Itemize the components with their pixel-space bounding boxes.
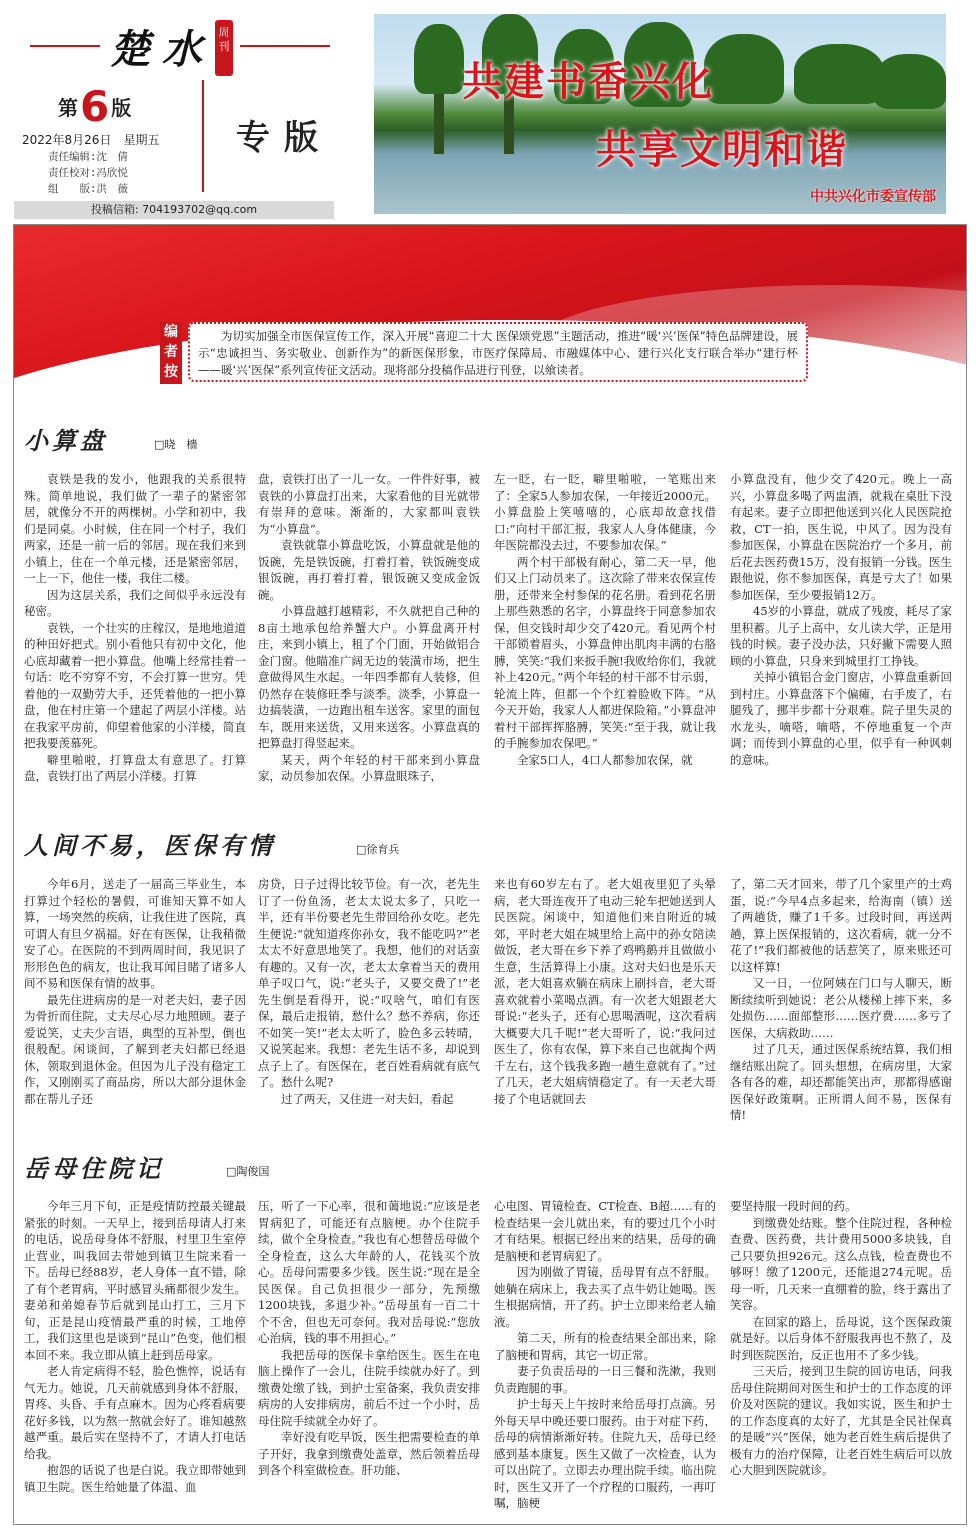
- paragraph: 今年6月，送走了一届高三毕业生，本打算过个轻松的暑假，可谁知天算不如人算，一场突然的疾病，让我住进了医院，真可谓人有旦夕祸福。好在有医保，让我稍微安了心。在医院的不到两周时间，我见识了形形色色的病友，也让我耳闻目睹了诸多人间不易和医保有情的故事。: [24, 877, 246, 990]
- paragraph: 因为这层关系，我们之间似乎永远没有秘密。: [24, 587, 246, 618]
- editor-note-text: 为切实加强全市医保宣传工作，深入开展“喜迎二十大 医保颂党恩”主题活动，推进“暖‘兴’医保”特色品牌建设，展示“忠诚担当、务实敬业、创新作为”的新医保形象，市医疗保障局、市融媒体中心、建行兴化支行联合举办“建行杯——暖‘兴’医保”系列宣传征文活动。现将部分投稿作品进行刊登，以飨读者。: [188, 322, 808, 382]
- article-column: [494, 876, 716, 1107]
- masthead: [0, 0, 980, 228]
- editor-note-tag: 编者按: [160, 322, 182, 384]
- article-column: [24, 1198, 246, 1495]
- edition-label: [58, 82, 131, 131]
- paragraph: 过了几天，通过医保系统结算，我们相继结账出院了。回头想想，在病房里，大家各有各的难，却还都能笑出声，那都得感谢医保好政策啊。正所谓人间不易，医保有情!: [730, 1042, 952, 1122]
- banner-organization: 中共兴化市委宣传部: [810, 189, 936, 205]
- paragraph: 抱怨的话说了也是白说。我立即带她到镇卫生院。医生给她量了体温、血: [24, 1463, 246, 1494]
- paragraph: 护士每天上午按时来给岳母打点滴。另外每天早中晚还要口服药。由于对症下药，岳母的病情渐渐好转。住院九天，岳母已经感到基本康复。医生又做了一次检查，认为可以出院了。立即去办理出院手续。临出院时，医生又开了一个疗程的口服药，一再叮嘱，脑梗: [494, 1397, 716, 1510]
- newspaper-logo: 楚水: [110, 26, 214, 73]
- masthead-divider: [202, 80, 204, 192]
- paragraph: 要坚持服一段时间的药。: [730, 1199, 857, 1213]
- article-column: [24, 876, 246, 1107]
- paragraph: 噼里啪啦，打算盘太有意思了。打算盘，袁铁打出了两层小洋楼。打算: [24, 752, 246, 783]
- article-column: [730, 1198, 952, 1479]
- banner-tree-crown: [704, 34, 784, 104]
- paragraph: 妻子负责岳母的一日三餐和洗漱，我则负责跑腿的事。: [494, 1364, 716, 1395]
- paragraph: 第二天，所有的检查结果全部出来，除了脑梗和胃病，其它一切正常。: [494, 1331, 716, 1362]
- submission-email: 投稿信箱: 704193702@qq.com: [14, 201, 334, 219]
- paragraph: 幸好没有吃早饭，医生把需要检查的单子开好，我拿到缴费处盖章，然后领着岳母到各个科室做检查。肝功能、: [258, 1430, 480, 1477]
- banner-slogan-1: 共建书香兴化: [462, 59, 714, 105]
- paragraph: 心电图、胃镜检查、CT检查、B超……有的检查结果一会儿就出来，有的要过几个小时才有结果。根据已经出来的结果，岳母的确是脑梗和老胃病犯了。: [494, 1199, 716, 1263]
- article-column: [258, 876, 480, 1107]
- paragraph: 压，听了一下心率，很和蔼地说:“应该是老胃病犯了，可能还有点脑梗。办个住院手续，做个全身检查。”我也有心想替岳母做个全身检查，这么大年龄的人，花钱买个放心。岳母问需要多少钱。医生说:“现在是全民医保。自己负担很少一部分，先预缴1200块钱，多退少补。”岳母虽有一百二十个不舍，但也无可奈何。我对岳母说:“您放心治病，钱的事不用担心。”: [258, 1199, 480, 1345]
- staff-layout: 组 版:洪 薇: [48, 183, 128, 195]
- paragraph: 今年三月下旬，正是疫情防控最关键最紧张的时刻。一天早上，接到岳母请人打来的电话，说岳母身体不舒服，村里卫生室停止营业，叫我回去带她到镇卫生院来看一下。岳母已经88岁，老人身体一直不错，除了有个老胃病，平时感冒头痛都很少发生。妻弟和弟媳春节后就到昆山打工，三月下旬，正是昆山疫情最严重的时候，工地停工，我们这里也是谈到“昆山”色变，他们根本回不来。我立即从镇上赶到岳母家。: [24, 1199, 246, 1362]
- article-title: 岳母住院记: [24, 1155, 164, 1183]
- logo-rule-right: [240, 45, 330, 47]
- article-column: [730, 471, 952, 768]
- staff-proofreader: 责任校对:冯欣悦: [48, 167, 128, 179]
- paragraph: 某天，两个年轻的村干部来到小算盘家，动员参加农保。小算盘眼珠子，: [258, 752, 480, 783]
- article-column: [258, 471, 480, 785]
- article-column: [24, 471, 246, 785]
- banner-slogan-2: 共享文明和谐: [596, 127, 848, 173]
- paragraph: 因为刚做了胃镜，岳母胃有点不舒服。她躺在病床上，我去买了点牛奶让她喝。医生根据病情，开了药。护士立即来给老人输液。: [494, 1265, 716, 1329]
- weekly-seal: 周刊: [215, 20, 233, 76]
- edition-prefix: 第: [58, 96, 78, 120]
- paragraph: 小算盘没有，他少交了420元。晚上一高兴，小算盘多喝了两盅酒，就栽在桌肚下没有起来。妻子立即把他送到兴化人民医院抢救，CT一拍，医生说，中风了。因为没有参加医保，小算盘在医院治疗一个多月，前后花去医药费15万，没有报销一分钱。医生跟他说，你不参加医保，真是亏大了！如果参加医保，至少要报销12万。: [730, 472, 952, 602]
- article-column: [258, 1198, 480, 1479]
- article-byline: □陶俊国: [226, 1165, 270, 1178]
- banner-tree-crown: [794, 44, 884, 104]
- paragraph: 又一日，一位阿姨在门口与人聊天，断断续续听到她说：老公从楼梯上摔下来，多处损伤……面部整形……医疗费……多亏了医保，大病救助……: [730, 976, 952, 1040]
- banner-tree-crown: [874, 54, 946, 109]
- culture-banner: [374, 14, 946, 214]
- article-title: 人间不易，医保有情: [24, 832, 276, 860]
- section-title: 专版: [236, 118, 332, 158]
- paragraph: 房贷，日子过得比较节俭。有一次，老先生订了一份鱼汤，老太太说太多了，只吃一半，还有半份要老先生带回给孙女吃。老先生便说:“就知道疼你孙女，我不能吃吗?”老太太不好意思地笑了。我想，他们的对话蛮有趣的。又有一次，老太太拿着当天的费用单子叹口气，说:“老头子，又要交费了!”老先生倒是看得开，说:“叹啥气，咱们有医保，最后走报销，愁什么？愁不养病，你还不如笑一笑!”老太太听了，脸色多云转晴，又说笑起来。我想：老先生话不多，却说到点子上了。有医保在，老百姓看病就有底气了。愁什么呢?: [258, 877, 480, 1089]
- paragraph: 45岁的小算盘，就成了残废，耗尽了家里积蓄。儿子上高中，女儿读大学，正是用钱的时候。妻子没办法，只好撇下需要人照顾的小算盘，只身来到城里打工挣钱。: [730, 604, 952, 668]
- article-column: [730, 876, 952, 1124]
- issue-date: 2022年8月26日 星期五: [22, 133, 160, 147]
- article-column: [494, 1198, 716, 1512]
- paragraph: 左一眨，右一眨，噼里啪啦，一笔账出来了：全家5人参加农保，一年接近2000元。小算盘脸上笑嘻嘻的，心底却故意找借口:“向村干部汇报，我家人人身体健康，今年医院都没去过，不要参加农保。”: [494, 472, 716, 552]
- edition-number: 6: [80, 82, 110, 131]
- paragraph: 老人肯定病得不轻，脸色憔悴，说话有气无力。她说，几天前就感到身体不舒服，胃疼、头昏、手有点麻木。因为心疼看病要花好多钱，以为熬一熬就会好了。谁知越熬越严重。最后实在坚持不了，才请人打电话给我。: [24, 1364, 246, 1461]
- paragraph: 到缴费处结账。整个住院过程，各种检查费、医药费，共计费用5000多块钱，自己只要负担926元。这么点钱，检查费也不够呀！缴了1200元，还能退274元呢。岳母一听，几天来一直绷着的脸，终于露出了笑容。: [730, 1215, 952, 1312]
- paragraph: 两个村干部极有耐心，第二天一早，他们又上门动员来了。这次除了带来农保宣传册，还带来全村参保的花名册。看到花名册上那些熟悉的名字，小算盘终于同意参加农保，但交钱时却少交了420元。看见两个村干部锁着眉头，小算盘伸出肌肉丰满的右胳膊，笑笑:“我们来扳手腕!我败给你们，我就补上420元。”两个年轻的村干部不甘示弱，轮流上阵，但都一个个红着脸败下阵。“从今天开始，我家人人都进保险箱。”小算盘冲着村干部挥挥胳膊，笑笑:“至于我，就让我的手腕参加农保吧。”: [494, 554, 716, 750]
- paragraph: 袁铁是我的发小，他跟我的关系很特殊。简单地说，我们做了一辈子的紧密邻居，就像分不开的两棵树。小学和初中，我们是同桌。小时候，住在同一个村子，我们两家，还是一前一后的邻居。现在我们来到小镇上，住在一个单元楼，还是紧密邻居，一上一下，他住一楼，我住二楼。: [24, 472, 246, 585]
- paragraph: 我把岳母的医保卡拿给医生。医生在电脑上操作了一会儿，住院手续就办好了。到缴费处缴了钱，到护士室备案，我负责安排病房的人安排病房，前后不过一个小时，岳母住院手续就全办好了。: [258, 1347, 480, 1428]
- paragraph: 三天后，接到卫生院的回访电话，问我岳母住院期间对医生和护士的工作态度的评价及对医院的建议。我如实说，医生和护士的工作态度真的太好了，尤其是全民社保真的是暖“兴”医保，她为老百姓生病后提供了极有力的治疗保障，让老百姓生病后可以放心大胆到医院就诊。: [730, 1364, 952, 1477]
- article-byline: □徐育兵: [356, 843, 400, 856]
- article-byline: □晓 檣: [154, 438, 198, 451]
- edition-suffix: 版: [111, 96, 132, 120]
- paragraph: 小算盘越打越精彩，不久就把自己种的8亩土地承包给养蟹大户。小算盘离开村庄，来到小镇上，租了个门面，开始做铝合金门窗。他瞄准广阔无边的装潢市场，把生意做得风生水起。一年四季都有人装修，但仍然存在装修旺季与淡季。淡季，小算盘一边搞装潢，一边跑出租车送客。家里的面包车，既用来送货，又用来送客。小算盘真的把算盘打得竖起来。: [258, 604, 480, 750]
- paragraph: 过了两天，又住进一对夫妇，看起: [281, 1091, 454, 1106]
- paragraph: 全家5口人，4口人都参加农保，就: [517, 752, 693, 767]
- editor-note: [160, 322, 810, 388]
- banner-tree-crown: [414, 24, 464, 94]
- paragraph: 盘，袁铁打出了一儿一女。一件件好事，被袁铁的小算盘打出来，大家看他的目光就带有崇拜的意味。渐渐的，大家都叫袁铁为“小算盘”。: [258, 472, 480, 536]
- article-column: [494, 471, 716, 768]
- paragraph: 最先住进病房的是一对老夫妇，妻子因为骨折而住院，丈夫尽心尽力地照顾。妻子爱说笑，丈夫少言语，典型的互补型，倒也很般配。闲谈间，了解到老夫妇都已经退休，领取到退休金。但因为儿子没有稳定工作，又刚刚买了商品房，所以大部分退休金都在帮儿子还: [24, 992, 246, 1106]
- staff-editor: 责任编辑:沈 倩: [48, 151, 128, 163]
- logo-rule-left: [30, 45, 100, 47]
- paragraph: 在回家的路上，岳母说，这个医保政策就是好。以后身体不舒服我再也不熬了，及时到医院医治，反正也用不了多少钱。: [730, 1314, 952, 1362]
- paragraph: 来也有60岁左右了。老大姐夜里犯了头晕病，老大哥连夜开了电动三轮车把她送到人民医院。闲谈中，知道他们来自附近的城郊，平时老大姐在城里给上高中的孙女陪读做饭，老大哥在乡下养了鸡鸭鹅并且做做小生意，生活算得上小康。这对夫妇也是乐天派，老大姐喜欢躺在病床上刷抖音，老大哥喜欢就着小菜喝点酒。有一次老大姐跟老大哥说:“老头子，还有心思喝酒呢，这次看病大概要大几千呢!”老大哥听了，说:“我问过医生了，你有农保，算下来自己也就掏个两千左右，这个钱我多跑一趟生意就有了。”过了几天，老大姐病情稳定了。有一天老大哥接了个电话就回去: [494, 877, 716, 1106]
- paragraph: 袁铁，一个壮实的庄稼汉，是地地道道的种田好把式。别小看他只有初中文化，他心底却藏着一把小算盘。他嘴上经常挂着一句话：吃不穷穿不穷，不会打算一世穷。凭着他的一双勤劳大手，还凭着他的一把小算盘，他在村庄第一个建起了两层小洋楼。站在我家平房前，仰望着他家的小洋楼，简直把我要羡慕死。: [24, 620, 246, 750]
- article-title: 小算盘: [24, 427, 108, 455]
- paragraph: 关掉小镇铝合金门窗店，小算盘重新回到村庄。小算盘落下个偏瘫，右手废了，右腿残了，挪半步都十分艰难。院子里失灵的水龙头，嘀嗒，嘀嗒，不停地重复一个声调；而传到小算盘的心里，似乎有一种讽刺的意味。: [730, 670, 952, 767]
- paragraph: 袁铁就靠小算盘吃饭，小算盘就是他的饭碗，先是铁饭碗，打着打着，铁饭碗变成银饭碗，再打着打着，银饭碗又变成金饭碗。: [258, 538, 480, 602]
- paragraph: 了，第二天才回来，带了几个家里产的土鸡蛋，说:“今早4点多起来，给海南（镇）送了两趟货，赚了1千多。过段时间，再送两趟，算上医保报销的，这次看病，就一分不花了!”我们都被他的话惹笑了，原来账还可以这样算!: [730, 877, 952, 974]
